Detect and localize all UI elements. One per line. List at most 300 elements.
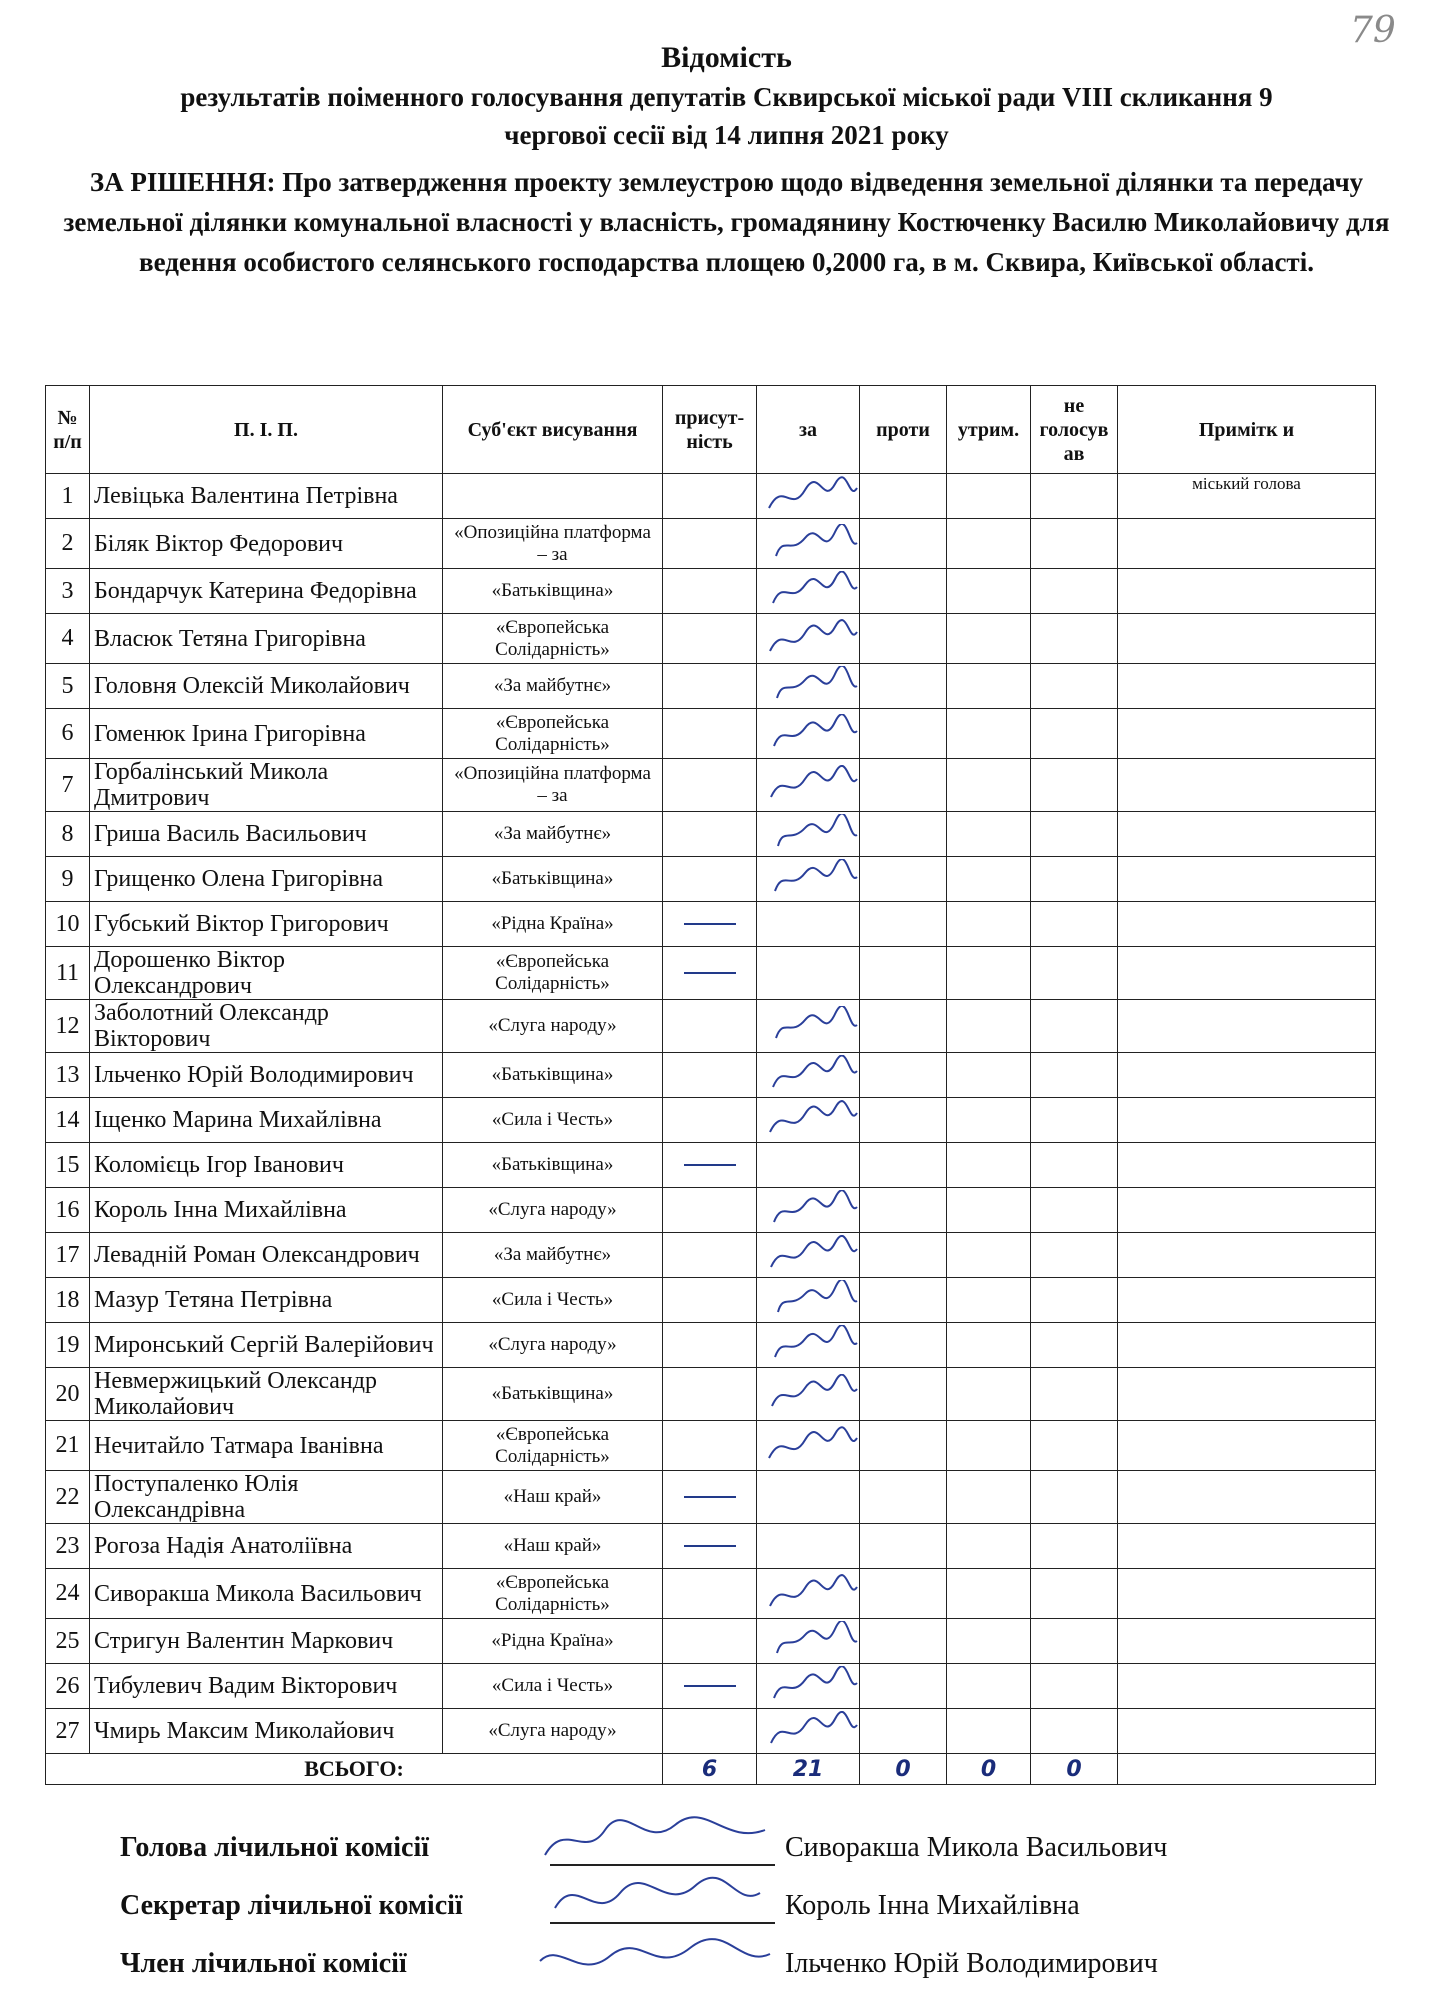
not-voted-cell (1031, 1664, 1118, 1709)
present-cell (663, 1188, 757, 1233)
vote-abstain-cell (947, 1323, 1031, 1368)
present-cell (663, 664, 757, 709)
vote-for-cell (757, 1524, 860, 1569)
deputy-name: Заболотний Олександр Вікторович (90, 1000, 443, 1053)
note-cell (1118, 569, 1376, 614)
present-cell (663, 1323, 757, 1368)
vote-against-cell (860, 1323, 947, 1368)
row-number: 3 (46, 569, 90, 614)
party-name: «Сила і Честь» (443, 1098, 663, 1143)
table-row (46, 1619, 1376, 1664)
totals-label: ВСЬОГО: (46, 1754, 663, 1785)
table-row (46, 857, 1376, 902)
party-name (443, 474, 663, 519)
vote-against-cell (860, 614, 947, 664)
vote-signature (761, 571, 860, 611)
note-cell (1118, 614, 1376, 664)
party-name: «Слуга народу» (443, 1709, 663, 1754)
vote-abstain-cell (947, 709, 1031, 759)
party-name: «Європейська Солідарність» (443, 709, 663, 759)
row-number: 21 (46, 1421, 90, 1471)
vote-abstain-cell (947, 902, 1031, 947)
table-row (46, 569, 1376, 614)
commission-name: Ільченко Юрій Володимирович (785, 1948, 1158, 1979)
commission-row-member (0, 1948, 1453, 1998)
vote-for-cell (757, 1709, 860, 1754)
note-cell (1118, 709, 1376, 759)
note-cell (1118, 1098, 1376, 1143)
not-voted-cell (1031, 857, 1118, 902)
table-row (46, 902, 1376, 947)
table-row (46, 1368, 1376, 1421)
row-number: 24 (46, 1569, 90, 1619)
party-name: «За майбутнє» (443, 664, 663, 709)
vote-abstain-cell (947, 1664, 1031, 1709)
party-name: «Слуга народу» (443, 1323, 663, 1368)
row-number: 17 (46, 1233, 90, 1278)
vote-for-cell (757, 569, 860, 614)
col-header-against: проти (860, 386, 947, 474)
party-name: «Слуга народу» (443, 1000, 663, 1053)
not-voted-cell (1031, 1323, 1118, 1368)
vote-abstain-cell (947, 1188, 1031, 1233)
not-voted-cell (1031, 902, 1118, 947)
not-voted-cell (1031, 614, 1118, 664)
vote-abstain-cell (947, 614, 1031, 664)
vote-against-cell (860, 857, 947, 902)
deputy-name: Левадній Роман Олександрович (90, 1233, 443, 1278)
note-cell (1118, 1569, 1376, 1619)
party-name: «Сила і Честь» (443, 1664, 663, 1709)
note-cell (1118, 1368, 1376, 1421)
absence-dash (684, 1164, 736, 1166)
note-cell (1118, 519, 1376, 569)
vote-abstain-cell (947, 1569, 1031, 1619)
vote-signature (761, 1280, 860, 1320)
vote-abstain-cell (947, 1053, 1031, 1098)
vote-for-cell (757, 519, 860, 569)
vote-signature (761, 1426, 860, 1466)
vote-signature (761, 1100, 860, 1140)
vote-abstain-cell (947, 1471, 1031, 1524)
vote-against-cell (860, 1709, 947, 1754)
vote-against-cell (860, 474, 947, 519)
absence-dash (684, 1545, 736, 1547)
note-cell (1118, 1233, 1376, 1278)
table-row (46, 1709, 1376, 1754)
vote-abstain-cell (947, 857, 1031, 902)
table-row (46, 1524, 1376, 1569)
row-number: 7 (46, 759, 90, 812)
present-cell (663, 1524, 757, 1569)
vote-for-cell (757, 759, 860, 812)
not-voted-cell (1031, 1188, 1118, 1233)
vote-signature (761, 1190, 860, 1230)
not-voted-cell (1031, 519, 1118, 569)
col-header-abstain: утрим. (947, 386, 1031, 474)
not-voted-cell (1031, 1000, 1118, 1053)
commission-name: Сиворакша Микола Васильович (785, 1832, 1168, 1863)
deputy-name: Стригун Валентин Маркович (90, 1619, 443, 1664)
present-cell (663, 614, 757, 664)
vote-against-cell (860, 709, 947, 759)
vote-for-cell (757, 1000, 860, 1053)
note-cell: міський голова (1118, 474, 1376, 519)
row-number: 20 (46, 1368, 90, 1421)
absence-dash (684, 1685, 736, 1687)
vote-for-cell (757, 1569, 860, 1619)
vote-for-cell (757, 474, 860, 519)
present-cell (663, 1098, 757, 1143)
total-for: 21 (757, 1754, 860, 1785)
deputy-name: Біляк Віктор Федорович (90, 519, 443, 569)
party-name: «Європейська Солідарність» (443, 1569, 663, 1619)
present-cell (663, 1143, 757, 1188)
party-name: «Рідна Країна» (443, 1619, 663, 1664)
vote-abstain-cell (947, 1098, 1031, 1143)
table-row (46, 1471, 1376, 1524)
vote-for-cell (757, 1471, 860, 1524)
vote-abstain-cell (947, 1233, 1031, 1278)
vote-against-cell (860, 1053, 947, 1098)
vote-against-cell (860, 1664, 947, 1709)
total-against: 0 (860, 1754, 947, 1785)
commission-role: Член лічильної комісії (120, 1948, 407, 1979)
vote-for-cell (757, 1098, 860, 1143)
table-row (46, 664, 1376, 709)
vote-abstain-cell (947, 1709, 1031, 1754)
table-row (46, 1323, 1376, 1368)
not-voted-cell (1031, 759, 1118, 812)
note-cell (1118, 759, 1376, 812)
page-number: 79 (1350, 10, 1396, 51)
deputy-name: Поступаленко Юлія Олександрівна (90, 1471, 443, 1524)
deputy-name: Іщенко Марина Михайлівна (90, 1098, 443, 1143)
vote-for-cell (757, 947, 860, 1000)
note-cell (1118, 664, 1376, 709)
vote-signature (761, 714, 860, 754)
col-header-not-voted: не голосув ав (1031, 386, 1118, 474)
vote-for-cell (757, 902, 860, 947)
vote-abstain-cell (947, 1143, 1031, 1188)
table-row (46, 812, 1376, 857)
vote-rows (46, 474, 1376, 1754)
party-name: «Наш край» (443, 1471, 663, 1524)
present-cell (663, 1053, 757, 1098)
deputy-name: Король Інна Михайлівна (90, 1188, 443, 1233)
vote-against-cell (860, 1524, 947, 1569)
not-voted-cell (1031, 569, 1118, 614)
row-number: 9 (46, 857, 90, 902)
totals-row (46, 1754, 1376, 1785)
vote-signature (761, 524, 860, 564)
present-cell (663, 902, 757, 947)
document-title: Відомість (661, 41, 792, 74)
commission-role: Секретар лічильної комісії (120, 1890, 463, 1921)
present-cell (663, 1569, 757, 1619)
commission-name: Король Інна Михайлівна (785, 1890, 1080, 1921)
not-voted-cell (1031, 1421, 1118, 1471)
note-cell (1118, 1323, 1376, 1368)
not-voted-cell (1031, 1569, 1118, 1619)
vote-against-cell (860, 1421, 947, 1471)
table-row (46, 474, 1376, 519)
vote-abstain-cell (947, 1524, 1031, 1569)
vote-abstain-cell (947, 519, 1031, 569)
col-header-note: Примітк и (1118, 386, 1376, 474)
vote-against-cell (860, 1000, 947, 1053)
vote-against-cell (860, 519, 947, 569)
present-cell (663, 519, 757, 569)
deputy-name: Тибулевич Вадим Вікторович (90, 1664, 443, 1709)
vote-signature (761, 1235, 860, 1275)
vote-signature (761, 476, 860, 516)
party-name: «Наш край» (443, 1524, 663, 1569)
deputy-name: Гоменюк Ірина Григорівна (90, 709, 443, 759)
vote-against-cell (860, 1368, 947, 1421)
decision-text: Про затвердження проекту землеустрою щодо відведення земельної ділянки та передачу земельної ділянки комунальної власності у власність, громадянину Костюченку Василю Миколайовичу для ведення особистого селянського господарства площею 0,2000 га, в м. Сквира, Київської області. (63, 167, 1390, 277)
decision-prefix: ЗА РІШЕННЯ: (89, 167, 276, 197)
vote-signature (761, 1666, 860, 1706)
note-cell (1118, 1664, 1376, 1709)
present-cell (663, 1664, 757, 1709)
row-number: 6 (46, 709, 90, 759)
not-voted-cell (1031, 1619, 1118, 1664)
vote-for-cell (757, 664, 860, 709)
col-header-present: присут-ність (663, 386, 757, 474)
row-number: 16 (46, 1188, 90, 1233)
vote-for-cell (757, 857, 860, 902)
not-voted-cell (1031, 1709, 1118, 1754)
vote-abstain-cell (947, 947, 1031, 1000)
vote-against-cell (860, 1188, 947, 1233)
absence-dash (684, 1496, 736, 1498)
col-header-party: Суб'єкт висування (443, 386, 663, 474)
present-cell (663, 759, 757, 812)
not-voted-cell (1031, 1368, 1118, 1421)
party-name: «Сила і Честь» (443, 1278, 663, 1323)
table-row (46, 709, 1376, 759)
note-cell (1118, 1278, 1376, 1323)
party-name: «Опозиційна платформа – за (443, 759, 663, 812)
row-number: 10 (46, 902, 90, 947)
vote-against-cell (860, 1471, 947, 1524)
deputy-name: Власюк Тетяна Григорівна (90, 614, 443, 664)
vote-signature (761, 765, 860, 805)
vote-signature (761, 666, 860, 706)
present-cell (663, 1368, 757, 1421)
vote-against-cell (860, 812, 947, 857)
vote-signature (761, 1006, 860, 1046)
note-cell (1118, 947, 1376, 1000)
note-cell (1118, 1524, 1376, 1569)
party-name: «Батьківщина» (443, 1143, 663, 1188)
table-row (46, 1188, 1376, 1233)
signature-mark (525, 1926, 775, 1986)
note-cell (1118, 902, 1376, 947)
vote-for-cell (757, 1368, 860, 1421)
not-voted-cell (1031, 1233, 1118, 1278)
document-subtitle-line1: результатів поіменного голосування депутатів Сквирської міської ради VIII скликання 9 (180, 82, 1273, 112)
deputy-name: Губський Віктор Григорович (90, 902, 443, 947)
not-voted-cell (1031, 1143, 1118, 1188)
row-number: 23 (46, 1524, 90, 1569)
present-cell (663, 857, 757, 902)
vote-against-cell (860, 1569, 947, 1619)
vote-abstain-cell (947, 569, 1031, 614)
absence-dash (684, 923, 736, 925)
note-cell (1118, 1709, 1376, 1754)
row-number: 12 (46, 1000, 90, 1053)
not-voted-cell (1031, 474, 1118, 519)
not-voted-cell (1031, 664, 1118, 709)
row-number: 13 (46, 1053, 90, 1098)
vote-against-cell (860, 902, 947, 947)
present-cell (663, 1000, 757, 1053)
deputy-name: Грищенко Олена Григорівна (90, 857, 443, 902)
note-cell (1118, 1053, 1376, 1098)
vote-for-cell (757, 1143, 860, 1188)
row-number: 15 (46, 1143, 90, 1188)
vote-signature (761, 1374, 860, 1414)
vote-for-cell (757, 1664, 860, 1709)
row-number: 2 (46, 519, 90, 569)
party-name: «Батьківщина» (443, 857, 663, 902)
row-number: 18 (46, 1278, 90, 1323)
table-row (46, 1569, 1376, 1619)
not-voted-cell (1031, 709, 1118, 759)
total-not-voted: 0 (1031, 1754, 1118, 1785)
vote-signature (761, 1055, 860, 1095)
deputy-name: Невмержицький Олександр Миколайович (90, 1368, 443, 1421)
present-cell (663, 812, 757, 857)
row-number: 8 (46, 812, 90, 857)
note-cell (1118, 1000, 1376, 1053)
present-cell (663, 1421, 757, 1471)
vote-against-cell (860, 1143, 947, 1188)
vote-signature (761, 1621, 860, 1661)
present-cell (663, 947, 757, 1000)
party-name: «Слуга народу» (443, 1188, 663, 1233)
commission-role: Голова лічильної комісії (120, 1832, 430, 1863)
deputy-name: Левіцька Валентина Петрівна (90, 474, 443, 519)
table-header-row (46, 386, 1376, 474)
party-name: «Батьківщина» (443, 1368, 663, 1421)
table-row (46, 1143, 1376, 1188)
present-cell (663, 1233, 757, 1278)
vote-abstain-cell (947, 664, 1031, 709)
table-row (46, 1278, 1376, 1323)
vote-table (45, 385, 1376, 1785)
vote-against-cell (860, 759, 947, 812)
row-number: 1 (46, 474, 90, 519)
vote-signature (761, 1711, 860, 1751)
vote-for-cell (757, 1421, 860, 1471)
row-number: 26 (46, 1664, 90, 1709)
table-row (46, 947, 1376, 1000)
not-voted-cell (1031, 1053, 1118, 1098)
absence-dash (684, 972, 736, 974)
vote-signature (761, 814, 860, 854)
vote-for-cell (757, 1323, 860, 1368)
vote-for-cell (757, 709, 860, 759)
row-number: 4 (46, 614, 90, 664)
vote-abstain-cell (947, 1278, 1031, 1323)
party-name: «За майбутнє» (443, 812, 663, 857)
signature-mark (525, 1868, 775, 1928)
decision-block (0, 162, 1453, 282)
not-voted-cell (1031, 1098, 1118, 1143)
vote-abstain-cell (947, 812, 1031, 857)
note-cell (1118, 1619, 1376, 1664)
deputy-name: Ільченко Юрій Володимирович (90, 1053, 443, 1098)
vote-signature (761, 619, 860, 659)
col-header-num: № п/п (46, 386, 90, 474)
row-number: 22 (46, 1471, 90, 1524)
party-name: «Європейська Солідарність» (443, 947, 663, 1000)
party-name: «За майбутнє» (443, 1233, 663, 1278)
party-name: «Батьківщина» (443, 569, 663, 614)
not-voted-cell (1031, 812, 1118, 857)
table-row (46, 1000, 1376, 1053)
deputy-name: Чмирь Максим Миколайович (90, 1709, 443, 1754)
col-header-name: П. І. П. (90, 386, 443, 474)
table-row (46, 1664, 1376, 1709)
table-row (46, 1421, 1376, 1471)
note-cell (1118, 1421, 1376, 1471)
vote-against-cell (860, 1233, 947, 1278)
row-number: 14 (46, 1098, 90, 1143)
deputy-name: Горбалінський Микола Дмитрович (90, 759, 443, 812)
document-header (0, 38, 1453, 282)
table-row (46, 759, 1376, 812)
row-number: 19 (46, 1323, 90, 1368)
row-number: 5 (46, 664, 90, 709)
col-header-for: за (757, 386, 860, 474)
vote-against-cell (860, 569, 947, 614)
vote-for-cell (757, 1233, 860, 1278)
deputy-name: Мазур Тетяна Петрівна (90, 1278, 443, 1323)
vote-against-cell (860, 1278, 947, 1323)
vote-for-cell (757, 812, 860, 857)
vote-abstain-cell (947, 474, 1031, 519)
row-number: 25 (46, 1619, 90, 1664)
vote-abstain-cell (947, 1619, 1031, 1664)
present-cell (663, 1278, 757, 1323)
party-name: «Рідна Країна» (443, 902, 663, 947)
note-cell (1118, 1471, 1376, 1524)
vote-abstain-cell (947, 1000, 1031, 1053)
present-cell (663, 1709, 757, 1754)
not-voted-cell (1031, 1524, 1118, 1569)
total-abstain: 0 (947, 1754, 1031, 1785)
vote-against-cell (860, 947, 947, 1000)
vote-signature (761, 859, 860, 899)
vote-signature (761, 1574, 860, 1614)
note-cell (1118, 1143, 1376, 1188)
vote-against-cell (860, 1619, 947, 1664)
note-cell (1118, 812, 1376, 857)
not-voted-cell (1031, 1278, 1118, 1323)
vote-for-cell (757, 1053, 860, 1098)
present-cell (663, 709, 757, 759)
party-name: «Батьківщина» (443, 1053, 663, 1098)
deputy-name: Коломієць Ігор Іванович (90, 1143, 443, 1188)
vote-against-cell (860, 664, 947, 709)
vote-abstain-cell (947, 1368, 1031, 1421)
table-row (46, 1053, 1376, 1098)
row-number: 27 (46, 1709, 90, 1754)
